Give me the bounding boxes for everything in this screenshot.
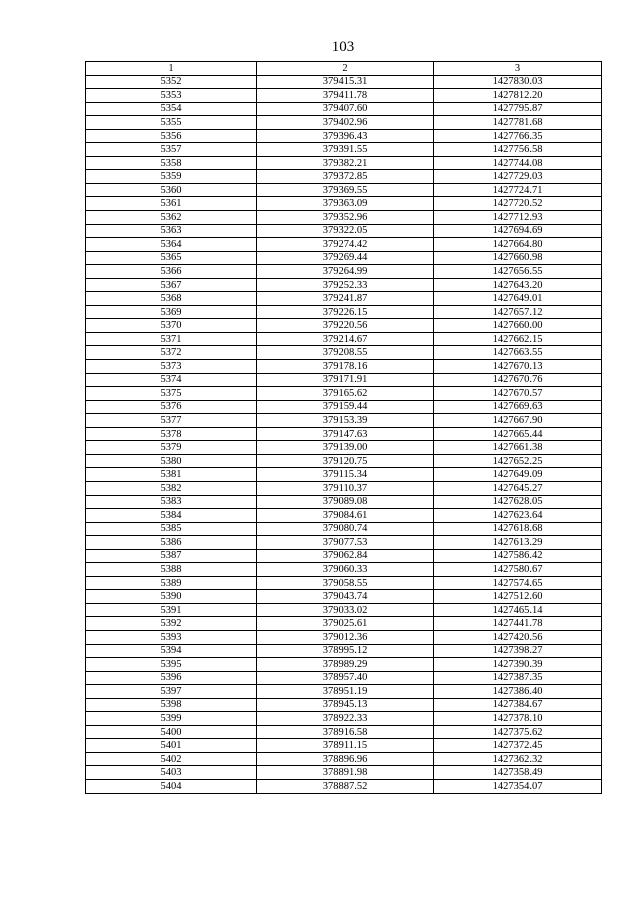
table-row [86, 292, 602, 306]
table-row [86, 143, 602, 157]
table-cell-col-2: 379402.96 [257, 116, 434, 130]
table-cell-col-3: 1427375.62 [434, 725, 602, 739]
page-number: 103 [331, 39, 355, 55]
table-cell-col-1: 5386 [86, 536, 257, 550]
table-row [86, 156, 602, 170]
table-cell-col-2: 379415.31 [257, 75, 434, 89]
table-cell-col-3: 1427390.39 [434, 658, 602, 672]
table-cell-col-2: 379062.84 [257, 549, 434, 563]
table-cell-col-2: 379369.55 [257, 183, 434, 197]
table-cell-col-3: 1427665.44 [434, 427, 602, 441]
table-cell-col-3: 1427643.20 [434, 278, 602, 292]
table-cell-col-3: 1427670.57 [434, 387, 602, 401]
table-header-row [86, 62, 602, 76]
table-cell-col-3: 1427694.69 [434, 224, 602, 238]
table-cell-col-3: 1427386.40 [434, 685, 602, 699]
table-cell-col-3: 1427652.25 [434, 454, 602, 468]
table-cell-col-2: 379033.02 [257, 603, 434, 617]
table-cell-col-3: 1427720.52 [434, 197, 602, 211]
table-row [86, 129, 602, 143]
table-row [86, 400, 602, 414]
table-cell-col-1: 5394 [86, 644, 257, 658]
table-row [86, 739, 602, 753]
table-cell-col-2: 378922.33 [257, 712, 434, 726]
table-cell-col-1: 5390 [86, 590, 257, 604]
table-cell-col-3: 1427724.71 [434, 183, 602, 197]
table-cell-col-2: 379089.08 [257, 495, 434, 509]
table-cell-col-1: 5354 [86, 102, 257, 116]
table-body [86, 75, 602, 793]
table-cell-col-2: 378951.19 [257, 685, 434, 699]
table-cell-col-2: 379208.55 [257, 346, 434, 360]
table-cell-col-2: 378896.96 [257, 752, 434, 766]
table-row [86, 251, 602, 265]
table-cell-col-2: 378989.29 [257, 658, 434, 672]
table-cell-col-1: 5358 [86, 156, 257, 170]
table-cell-col-2: 379407.60 [257, 102, 434, 116]
table-cell-col-2: 378995.12 [257, 644, 434, 658]
table-cell-col-2: 379274.42 [257, 238, 434, 252]
table-cell-col-1: 5395 [86, 658, 257, 672]
table-row [86, 265, 602, 279]
table-cell-col-3: 1427660.98 [434, 251, 602, 265]
table-cell-col-2: 379363.09 [257, 197, 434, 211]
table-row [86, 211, 602, 225]
table-cell-col-3: 1427628.05 [434, 495, 602, 509]
table-cell-col-3: 1427441.78 [434, 617, 602, 631]
table-cell-col-1: 5373 [86, 360, 257, 374]
table-cell-col-3: 1427661.38 [434, 441, 602, 455]
column-header-1: 1 [86, 62, 257, 76]
table-cell-col-2: 379147.63 [257, 427, 434, 441]
table-cell-col-1: 5379 [86, 441, 257, 455]
table-cell-col-2: 379115.34 [257, 468, 434, 482]
table-row [86, 373, 602, 387]
table-row [86, 617, 602, 631]
table-cell-col-2: 379084.61 [257, 509, 434, 523]
table-cell-col-1: 5368 [86, 292, 257, 306]
table-cell-col-1: 5363 [86, 224, 257, 238]
table-cell-col-2: 379110.37 [257, 481, 434, 495]
table-cell-col-1: 5378 [86, 427, 257, 441]
table-row [86, 509, 602, 523]
table-cell-col-3: 1427662.15 [434, 332, 602, 346]
table-cell-col-3: 1427623.64 [434, 509, 602, 523]
table-row [86, 752, 602, 766]
table-cell-col-1: 5393 [86, 630, 257, 644]
table-cell-col-1: 5361 [86, 197, 257, 211]
table-row [86, 305, 602, 319]
table-cell-col-1: 5388 [86, 563, 257, 577]
table-cell-col-1: 5380 [86, 454, 257, 468]
table-cell-col-3: 1427372.45 [434, 739, 602, 753]
table-cell-col-3: 1427670.13 [434, 360, 602, 374]
table-row [86, 712, 602, 726]
table-cell-col-1: 5384 [86, 509, 257, 523]
table-cell-col-3: 1427384.67 [434, 698, 602, 712]
table-row [86, 630, 602, 644]
table-cell-col-3: 1427656.55 [434, 265, 602, 279]
table-cell-col-1: 5381 [86, 468, 257, 482]
table-cell-col-2: 379043.74 [257, 590, 434, 604]
table-row [86, 468, 602, 482]
table-cell-col-3: 1427378.10 [434, 712, 602, 726]
table-row [86, 441, 602, 455]
table-cell-col-2: 379396.43 [257, 129, 434, 143]
table-row [86, 536, 602, 550]
table-cell-col-3: 1427580.67 [434, 563, 602, 577]
table-row [86, 644, 602, 658]
table-cell-col-1: 5356 [86, 129, 257, 143]
table-cell-col-1: 5382 [86, 481, 257, 495]
table-cell-col-2: 379178.16 [257, 360, 434, 374]
table-row [86, 238, 602, 252]
table-cell-col-3: 1427657.12 [434, 305, 602, 319]
table-cell-col-2: 379214.67 [257, 332, 434, 346]
table-cell-col-1: 5383 [86, 495, 257, 509]
table-cell-col-1: 5396 [86, 671, 257, 685]
table-cell-col-1: 5389 [86, 576, 257, 590]
table-cell-col-1: 5377 [86, 414, 257, 428]
table-cell-col-1: 5365 [86, 251, 257, 265]
table-cell-col-3: 1427729.03 [434, 170, 602, 184]
table-cell-col-3: 1427766.35 [434, 129, 602, 143]
table-cell-col-2: 379139.00 [257, 441, 434, 455]
table-cell-col-3: 1427420.56 [434, 630, 602, 644]
table-cell-col-2: 378945.13 [257, 698, 434, 712]
table-row [86, 387, 602, 401]
table-cell-col-2: 379269.44 [257, 251, 434, 265]
table-cell-col-3: 1427649.01 [434, 292, 602, 306]
table-cell-col-1: 5385 [86, 522, 257, 536]
table-cell-col-2: 378887.52 [257, 779, 434, 793]
table-row [86, 427, 602, 441]
table-cell-col-1: 5355 [86, 116, 257, 130]
table-row [86, 360, 602, 374]
table-cell-col-1: 5399 [86, 712, 257, 726]
table-cell-col-1: 5357 [86, 143, 257, 157]
table-cell-col-2: 379165.62 [257, 387, 434, 401]
table-cell-col-2: 378891.98 [257, 766, 434, 780]
table-cell-col-3: 1427649.09 [434, 468, 602, 482]
table-row [86, 102, 602, 116]
table-cell-col-3: 1427663.55 [434, 346, 602, 360]
table-cell-col-2: 379382.21 [257, 156, 434, 170]
table-cell-col-3: 1427362.32 [434, 752, 602, 766]
table-cell-col-1: 5371 [86, 332, 257, 346]
table-row [86, 197, 602, 211]
table-cell-col-2: 379025.61 [257, 617, 434, 631]
table-cell-col-2: 379080.74 [257, 522, 434, 536]
table-cell-col-3: 1427795.87 [434, 102, 602, 116]
column-header-3: 3 [434, 62, 602, 76]
table-row [86, 414, 602, 428]
table-cell-col-2: 379322.05 [257, 224, 434, 238]
table-cell-col-1: 5370 [86, 319, 257, 333]
table-cell-col-2: 379060.33 [257, 563, 434, 577]
table-cell-col-1: 5372 [86, 346, 257, 360]
table-row [86, 224, 602, 238]
table-row [86, 590, 602, 604]
table-cell-col-1: 5375 [86, 387, 257, 401]
table-row [86, 481, 602, 495]
table-row [86, 685, 602, 699]
table-row [86, 779, 602, 793]
table-cell-col-3: 1427387.35 [434, 671, 602, 685]
table-cell-col-1: 5359 [86, 170, 257, 184]
table-cell-col-2: 379220.56 [257, 319, 434, 333]
table-cell-col-3: 1427812.20 [434, 89, 602, 103]
table-cell-col-3: 1427358.49 [434, 766, 602, 780]
table-cell-col-3: 1427712.93 [434, 211, 602, 225]
table-cell-col-3: 1427670.76 [434, 373, 602, 387]
table-cell-col-3: 1427744.08 [434, 156, 602, 170]
table-cell-col-2: 379264.99 [257, 265, 434, 279]
table-cell-col-3: 1427613.29 [434, 536, 602, 550]
table-row [86, 671, 602, 685]
table-cell-col-2: 379391.55 [257, 143, 434, 157]
table-cell-col-1: 5392 [86, 617, 257, 631]
table-cell-col-3: 1427398.27 [434, 644, 602, 658]
table-cell-col-2: 378911.15 [257, 739, 434, 753]
table-cell-col-3: 1427618.68 [434, 522, 602, 536]
table-cell-col-1: 5376 [86, 400, 257, 414]
table-row [86, 549, 602, 563]
table-cell-col-3: 1427586.42 [434, 549, 602, 563]
column-header-2: 2 [257, 62, 434, 76]
table-row [86, 495, 602, 509]
table-cell-col-2: 379153.39 [257, 414, 434, 428]
table-cell-col-1: 5391 [86, 603, 257, 617]
table-row [86, 170, 602, 184]
table-cell-col-2: 379352.96 [257, 211, 434, 225]
table-cell-col-2: 379252.33 [257, 278, 434, 292]
table-row [86, 725, 602, 739]
table-cell-col-1: 5401 [86, 739, 257, 753]
table-cell-col-3: 1427664.80 [434, 238, 602, 252]
table-row [86, 603, 602, 617]
table-cell-col-2: 379077.53 [257, 536, 434, 550]
table-cell-col-1: 5369 [86, 305, 257, 319]
table-row [86, 563, 602, 577]
table-cell-col-3: 1427512.60 [434, 590, 602, 604]
table-cell-col-1: 5403 [86, 766, 257, 780]
table-cell-col-1: 5387 [86, 549, 257, 563]
table-cell-col-3: 1427354.07 [434, 779, 602, 793]
table-cell-col-1: 5353 [86, 89, 257, 103]
table-cell-col-2: 379411.78 [257, 89, 434, 103]
table-row [86, 278, 602, 292]
table-cell-col-2: 378916.58 [257, 725, 434, 739]
table-cell-col-3: 1427574.65 [434, 576, 602, 590]
table-row [86, 766, 602, 780]
table-cell-col-2: 379372.85 [257, 170, 434, 184]
table-row [86, 658, 602, 672]
coordinates-table [85, 61, 602, 794]
table-cell-col-1: 5352 [86, 75, 257, 89]
table-row [86, 454, 602, 468]
table-row [86, 183, 602, 197]
table-cell-col-1: 5404 [86, 779, 257, 793]
table-cell-col-3: 1427465.14 [434, 603, 602, 617]
table-cell-col-1: 5362 [86, 211, 257, 225]
table-cell-col-2: 379120.75 [257, 454, 434, 468]
table-row [86, 522, 602, 536]
table-cell-col-2: 379226.15 [257, 305, 434, 319]
table-row [86, 75, 602, 89]
table-cell-col-3: 1427660.00 [434, 319, 602, 333]
table-cell-col-1: 5374 [86, 373, 257, 387]
table-cell-col-1: 5360 [86, 183, 257, 197]
table-header [86, 62, 602, 76]
table-cell-col-2: 379171.91 [257, 373, 434, 387]
table-row [86, 698, 602, 712]
table-cell-col-3: 1427667.90 [434, 414, 602, 428]
table-cell-col-1: 5366 [86, 265, 257, 279]
table-cell-col-3: 1427781.68 [434, 116, 602, 130]
table-cell-col-3: 1427669.63 [434, 400, 602, 414]
table-row [86, 116, 602, 130]
table-cell-col-1: 5397 [86, 685, 257, 699]
table-row [86, 332, 602, 346]
table-row [86, 346, 602, 360]
table-row [86, 319, 602, 333]
table-cell-col-2: 378957.40 [257, 671, 434, 685]
table-row [86, 89, 602, 103]
table-cell-col-1: 5364 [86, 238, 257, 252]
table-row [86, 576, 602, 590]
table-cell-col-2: 379241.87 [257, 292, 434, 306]
table-cell-col-2: 379058.55 [257, 576, 434, 590]
table-cell-col-1: 5398 [86, 698, 257, 712]
table-cell-col-1: 5402 [86, 752, 257, 766]
table-cell-col-1: 5400 [86, 725, 257, 739]
table-cell-col-2: 379159.44 [257, 400, 434, 414]
table-cell-col-2: 379012.36 [257, 630, 434, 644]
table-cell-col-3: 1427756.58 [434, 143, 602, 157]
table-cell-col-1: 5367 [86, 278, 257, 292]
table-cell-col-3: 1427645.27 [434, 481, 602, 495]
table-cell-col-3: 1427830.03 [434, 75, 602, 89]
